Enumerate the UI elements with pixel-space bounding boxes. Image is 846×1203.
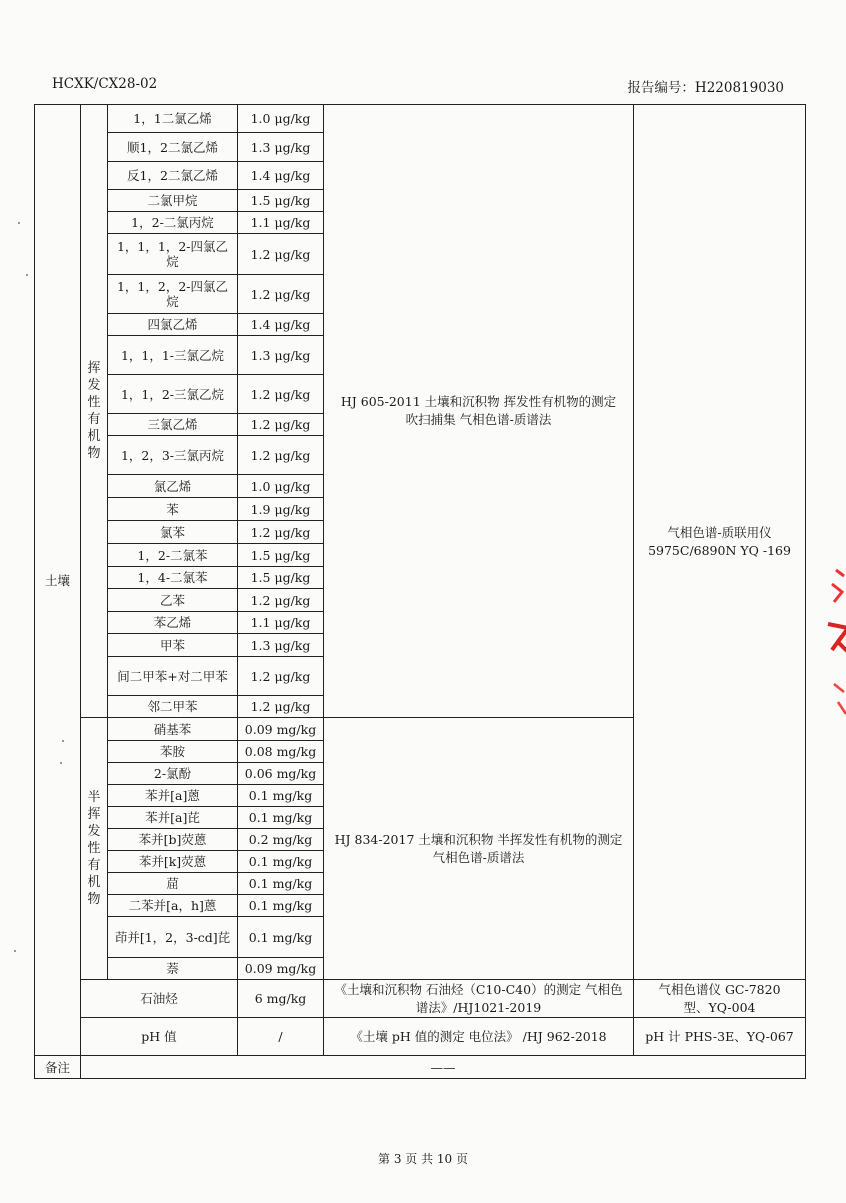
table-row [35, 980, 806, 1018]
detection-limit: 0.1 mg/kg [238, 873, 324, 895]
report-number: 报告编号：H220819030 [627, 80, 784, 96]
method-cell: 《土壤和沉积物 石油烃（C10-C40）的测定 气相色谱法》/HJ1021-2019 [324, 980, 634, 1018]
detection-limit: 0.1 mg/kg [238, 851, 324, 873]
analyte-name: pH 值 [81, 1018, 238, 1056]
detection-limit: 1.2 μg/kg [238, 589, 324, 612]
analyte-name: 苯并[b]荧蒽 [108, 829, 238, 851]
scan-speck [60, 762, 62, 764]
detection-limit: 1.0 μg/kg [238, 105, 324, 133]
instrument-cell: 气相色谱仪 GC-7820 型、YQ-004 [634, 980, 806, 1018]
analyte-name: 间二甲苯+对二甲苯 [108, 657, 238, 696]
analyte-name: 三氯乙烯 [108, 414, 238, 436]
detection-limit: 0.2 mg/kg [238, 829, 324, 851]
group-cell [81, 105, 108, 718]
analyte-name: 1，1二氯乙烯 [108, 105, 238, 133]
scan-speck [26, 274, 28, 276]
analyte-name: 氯乙烯 [108, 475, 238, 498]
detection-limit: 1.1 μg/kg [238, 212, 324, 234]
detection-limit: 1.0 μg/kg [238, 475, 324, 498]
svoc-group-label: 半挥发性有机物 [87, 790, 101, 907]
analyte-name: 1，2-二氯苯 [108, 544, 238, 567]
detection-limit: 1.1 μg/kg [238, 612, 324, 634]
table-row [35, 105, 806, 133]
analyte-name: 2-氯酚 [108, 763, 238, 785]
method-cell [324, 718, 634, 980]
detection-limit: 1.3 μg/kg [238, 133, 324, 162]
analyte-name: 苯胺 [108, 741, 238, 763]
detection-limit: 0.06 mg/kg [238, 763, 324, 785]
gcms-instrument: 气相色谱-质联用仪 5975C/6890N YQ -169 [648, 525, 791, 558]
analyte-name: 邻二甲苯 [108, 696, 238, 718]
analyte-name: 1，2-二氯丙烷 [108, 212, 238, 234]
scan-speck [62, 740, 64, 742]
analyte-name: 萘 [108, 958, 238, 980]
detection-limit: 1.2 μg/kg [238, 696, 324, 718]
page-number: 第 3 页 共 10 页 [378, 1152, 468, 1166]
analyte-name: 乙苯 [108, 589, 238, 612]
voc-group-label: 挥发性有机物 [87, 361, 101, 461]
detection-limit: 1.2 μg/kg [238, 521, 324, 544]
analyte-name: 1，1，2，2-四氯乙烷 [108, 275, 238, 314]
detection-limit: 0.1 mg/kg [238, 807, 324, 829]
test-method-table [34, 104, 806, 1079]
analyte-name: 硝基苯 [108, 718, 238, 741]
analyte-name: 1，1，1-三氯乙烷 [108, 336, 238, 375]
detection-limit: 0.08 mg/kg [238, 741, 324, 763]
voc-method: HJ 605-2011 土壤和沉积物 挥发性有机物的测定 吹扫捕集 气相色谱-质谱法 [340, 394, 617, 427]
detection-limit: 0.1 mg/kg [238, 785, 324, 807]
detection-limit: 6 mg/kg [238, 980, 324, 1018]
analyte-name: 甲苯 [108, 634, 238, 657]
method-cell: 《土壤 pH 值的测定 电位法》 /HJ 962-2018 [324, 1018, 634, 1056]
detection-limit: 0.1 mg/kg [238, 917, 324, 958]
remark-row [35, 1056, 806, 1079]
analyte-name: 石油烃 [81, 980, 238, 1018]
detection-limit: 1.9 μg/kg [238, 498, 324, 521]
analyte-name: 四氯乙烯 [108, 314, 238, 336]
detection-limit: 1.2 μg/kg [238, 234, 324, 275]
analyte-name: 二苯并[a，h]蒽 [108, 895, 238, 917]
detection-limit: 1.4 μg/kg [238, 314, 324, 336]
analyte-name: 苯乙烯 [108, 612, 238, 634]
detection-limit: 0.09 mg/kg [238, 718, 324, 741]
category-cell [35, 105, 81, 1056]
remark-value: —— [81, 1056, 806, 1079]
analyte-name: 苯并[a]芘 [108, 807, 238, 829]
detection-limit: 1.2 μg/kg [238, 375, 324, 414]
category-label: 土壤 [44, 572, 70, 588]
detection-limit: 0.1 mg/kg [238, 895, 324, 917]
detection-limit: 1.2 μg/kg [238, 436, 324, 475]
detection-limit: 1.5 μg/kg [238, 190, 324, 212]
instrument-cell [634, 105, 806, 980]
analyte-name: 1，1，1，2-四氯乙烷 [108, 234, 238, 275]
detection-limit: 1.2 μg/kg [238, 414, 324, 436]
remark-label: 备注 [35, 1056, 81, 1079]
analyte-name: 1，4-二氯苯 [108, 567, 238, 589]
detection-limit: / [238, 1018, 324, 1056]
detection-limit: 1.2 μg/kg [238, 275, 324, 314]
red-stamp-fragment [818, 562, 846, 732]
analyte-name: 䓛 [108, 873, 238, 895]
analyte-name: 1，1，2-三氯乙烷 [108, 375, 238, 414]
method-cell [324, 105, 634, 718]
detection-limit: 0.09 mg/kg [238, 958, 324, 980]
detection-limit: 1.3 μg/kg [238, 336, 324, 375]
analyte-name: 反1，2二氯乙烯 [108, 162, 238, 190]
analyte-name: 顺1，2二氯乙烯 [108, 133, 238, 162]
scan-speck [14, 950, 16, 952]
analyte-name: 二氯甲烷 [108, 190, 238, 212]
svoc-method: HJ 834-2017 土壤和沉积物 半挥发性有机物的测定 气相色谱-质谱法 [334, 831, 623, 865]
analyte-name: 茚并[1，2，3-cd]芘 [108, 917, 238, 958]
detection-limit: 1.5 μg/kg [238, 567, 324, 589]
scan-speck [18, 222, 20, 224]
detection-limit: 1.3 μg/kg [238, 634, 324, 657]
detection-limit: 1.2 μg/kg [238, 657, 324, 696]
group-cell [81, 718, 108, 980]
analyte-name: 苯并[k]荧蒽 [108, 851, 238, 873]
table-row [35, 1018, 806, 1056]
analyte-name: 1，2，3-三氯丙烷 [108, 436, 238, 475]
analyte-name: 苯并[a]蒽 [108, 785, 238, 807]
analyte-name: 苯 [108, 498, 238, 521]
detection-limit: 1.4 μg/kg [238, 162, 324, 190]
detection-limit: 1.5 μg/kg [238, 544, 324, 567]
analyte-name: 氯苯 [108, 521, 238, 544]
document-code: HCXK/CX28-02 [52, 76, 158, 92]
instrument-cell: pH 计 PHS-3E、YQ-067 [634, 1018, 806, 1056]
